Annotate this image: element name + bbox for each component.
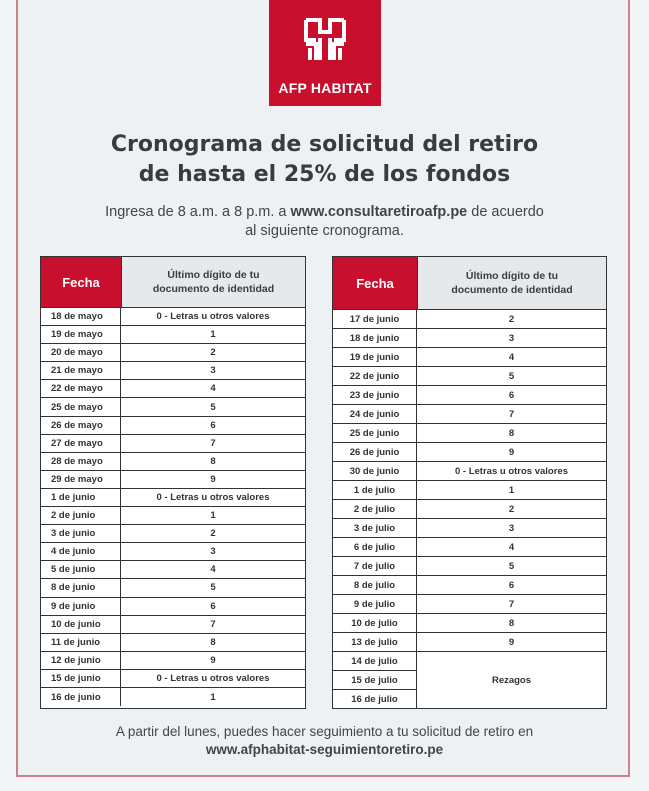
table-row [41, 435, 305, 453]
row-date: 17 de junio [333, 310, 417, 328]
row-date: 19 de junio [333, 348, 417, 366]
afp-habitat-logo [269, 0, 381, 106]
row-digit: 3 [508, 522, 515, 534]
row-date: 11 de junio [41, 634, 121, 651]
row-date: 9 de junio [41, 598, 121, 615]
title-line-2: de hasta el 25% de los fondos [138, 162, 511, 187]
table-row [333, 576, 606, 595]
row-digit: 8 [508, 427, 515, 439]
row-date: 16 de junio [41, 688, 121, 706]
header-digito-line-1: Último dígito de tu [167, 269, 260, 281]
rezagos-block [333, 652, 606, 709]
schedule-table-left [40, 256, 306, 709]
row-digit: 7 [210, 618, 216, 630]
table-row [41, 561, 305, 579]
table-row [333, 348, 606, 367]
row-date: 1 de julio [333, 481, 417, 499]
row-digit: 9 [210, 654, 216, 666]
table-row [41, 489, 305, 507]
title-line-1: Cronograma de solicitud del retiro [110, 132, 539, 157]
table-header [41, 257, 305, 308]
table-row [41, 471, 305, 489]
row-digit: 9 [508, 636, 515, 648]
table-row [333, 424, 606, 443]
row-date: 18 de junio [333, 329, 417, 347]
row-digit: 3 [210, 546, 216, 558]
row-date: 26 de junio [333, 443, 417, 461]
row-date: 22 de mayo [41, 380, 121, 397]
table-row [41, 453, 305, 471]
table-row [41, 543, 305, 561]
row-date: 3 de junio [41, 525, 121, 542]
table-row [333, 386, 606, 405]
row-date: 1 de junio [41, 489, 121, 506]
row-date: 5 de junio [41, 561, 121, 578]
table-body [41, 308, 305, 706]
row-date: 8 de julio [333, 576, 417, 594]
table-row [41, 579, 305, 597]
table-row [333, 614, 606, 633]
row-digit: 3 [508, 332, 515, 344]
row-date: 22 de junio [333, 367, 417, 385]
row-digit: 2 [210, 347, 216, 359]
row-date: 29 de mayo [41, 471, 121, 488]
table-row [41, 417, 305, 435]
brand-name: AFP HABITAT [278, 80, 372, 96]
table-row [41, 616, 305, 634]
row-digit: 1 [508, 484, 515, 496]
row-digit: 4 [508, 541, 515, 553]
row-digit: 1 [210, 329, 216, 341]
row-digit: 5 [508, 560, 515, 572]
row-date: 21 de mayo [41, 362, 121, 379]
rezagos-date: 15 de julio [333, 671, 417, 690]
schedule-table-right [332, 256, 607, 709]
table-row [41, 344, 305, 362]
instructions-line-2: al siguiente cronograma. [245, 223, 404, 239]
table-row [333, 462, 606, 481]
row-date: 2 de junio [41, 507, 121, 524]
table-row [41, 362, 305, 380]
row-digit: 9 [508, 446, 515, 458]
instructions [30, 203, 619, 241]
row-date: 3 de julio [333, 519, 417, 537]
table-row [333, 538, 606, 557]
row-digit: 5 [210, 401, 216, 413]
row-digit: 0 - Letras u otros valores [156, 491, 270, 503]
table-row [41, 525, 305, 543]
row-digit: 0 - Letras u otros valores [156, 672, 270, 684]
table-row [333, 519, 606, 538]
seguimiento-url-link[interactable]: www.afphabitat-seguimientoretiro.pe [205, 742, 444, 757]
row-digit: 8 [210, 636, 216, 648]
table-row [333, 595, 606, 614]
table-row [41, 652, 305, 670]
row-digit: 9 [210, 473, 216, 485]
row-date: 19 de mayo [41, 326, 121, 343]
row-date: 30 de junio [333, 462, 417, 480]
table-row [333, 443, 606, 462]
table-row [333, 500, 606, 519]
row-digit: 6 [508, 389, 515, 401]
rezagos-date: 14 de julio [333, 652, 417, 671]
row-digit: 1 [210, 691, 216, 703]
instructions-suffix: de acuerdo [467, 204, 544, 220]
row-date: 25 de junio [333, 424, 417, 442]
habitat-logo-icon [300, 14, 350, 66]
row-digit: 4 [210, 564, 216, 576]
row-date: 10 de junio [41, 616, 121, 633]
footer-note [30, 723, 619, 759]
row-digit: 6 [210, 419, 216, 431]
table-row [41, 398, 305, 416]
row-digit: 6 [508, 579, 515, 591]
row-date: 6 de julio [333, 538, 417, 556]
table-body [333, 310, 606, 652]
row-digit: 2 [508, 313, 515, 325]
row-digit: 3 [210, 365, 216, 377]
header-fecha: Fecha [41, 257, 122, 307]
header-digito [418, 257, 606, 309]
table-row [41, 598, 305, 616]
row-digit: 6 [210, 600, 216, 612]
table-row [333, 405, 606, 424]
row-date: 25 de mayo [41, 398, 121, 415]
row-date: 18 de mayo [41, 308, 121, 325]
footer-line-1: A partir del lunes, puedes hacer seguimiento a tu solicitud de retiro en [115, 724, 534, 739]
header-digito [122, 257, 305, 307]
row-date: 24 de junio [333, 405, 417, 423]
table-row [41, 507, 305, 525]
table-row [41, 380, 305, 398]
table-row [333, 633, 606, 652]
row-date: 9 de julio [333, 595, 417, 613]
table-row [41, 308, 305, 326]
table-header [333, 257, 606, 310]
rezagos-dates [333, 652, 417, 709]
row-date: 4 de junio [41, 543, 121, 560]
header-digito-line-2: documento de identidad [152, 283, 275, 295]
row-digit: 8 [508, 617, 515, 629]
table-row [41, 688, 305, 706]
row-date: 28 de mayo [41, 453, 121, 470]
table-row [41, 326, 305, 344]
row-digit: 2 [210, 528, 216, 540]
row-digit: 7 [508, 408, 515, 420]
row-digit: 4 [210, 383, 216, 395]
row-digit: 5 [210, 582, 216, 594]
row-date: 13 de julio [333, 633, 417, 651]
header-fecha: Fecha [333, 257, 418, 309]
table-row [333, 557, 606, 576]
row-digit: 0 - Letras u otros valores [455, 465, 568, 477]
table-row [333, 310, 606, 329]
row-date: 26 de mayo [41, 417, 121, 434]
row-date: 7 de julio [333, 557, 417, 575]
rezagos-date: 16 de julio [333, 690, 417, 709]
row-digit: 5 [508, 370, 515, 382]
consulta-url-link[interactable]: www.consultaretiroafp.pe [290, 204, 468, 220]
row-digit: 1 [210, 510, 216, 522]
table-row [41, 634, 305, 652]
row-date: 15 de junio [41, 670, 121, 687]
row-date: 20 de mayo [41, 344, 121, 361]
row-date: 23 de junio [333, 386, 417, 404]
row-digit: 7 [508, 598, 515, 610]
row-date: 12 de junio [41, 652, 121, 669]
table-row [41, 670, 305, 688]
row-date: 2 de julio [333, 500, 417, 518]
row-digit: 8 [210, 455, 216, 467]
page-title [30, 130, 619, 190]
header-digito-line-1: Último dígito de tu [465, 270, 559, 282]
table-row [333, 481, 606, 500]
rezagos-label: Rezagos [491, 675, 532, 686]
table-row [333, 329, 606, 348]
row-date: 8 de junio [41, 579, 121, 596]
row-date: 10 de julio [333, 614, 417, 632]
row-digit: 0 - Letras u otros valores [156, 311, 270, 323]
row-digit: 7 [210, 437, 216, 449]
header-digito-line-2: documento de identidad [451, 284, 573, 296]
table-row [333, 367, 606, 386]
instructions-prefix: Ingresa de 8 a.m. a 8 p.m. a [105, 204, 291, 220]
row-date: 27 de mayo [41, 435, 121, 452]
row-digit: 2 [508, 503, 515, 515]
row-digit: 4 [508, 351, 515, 363]
